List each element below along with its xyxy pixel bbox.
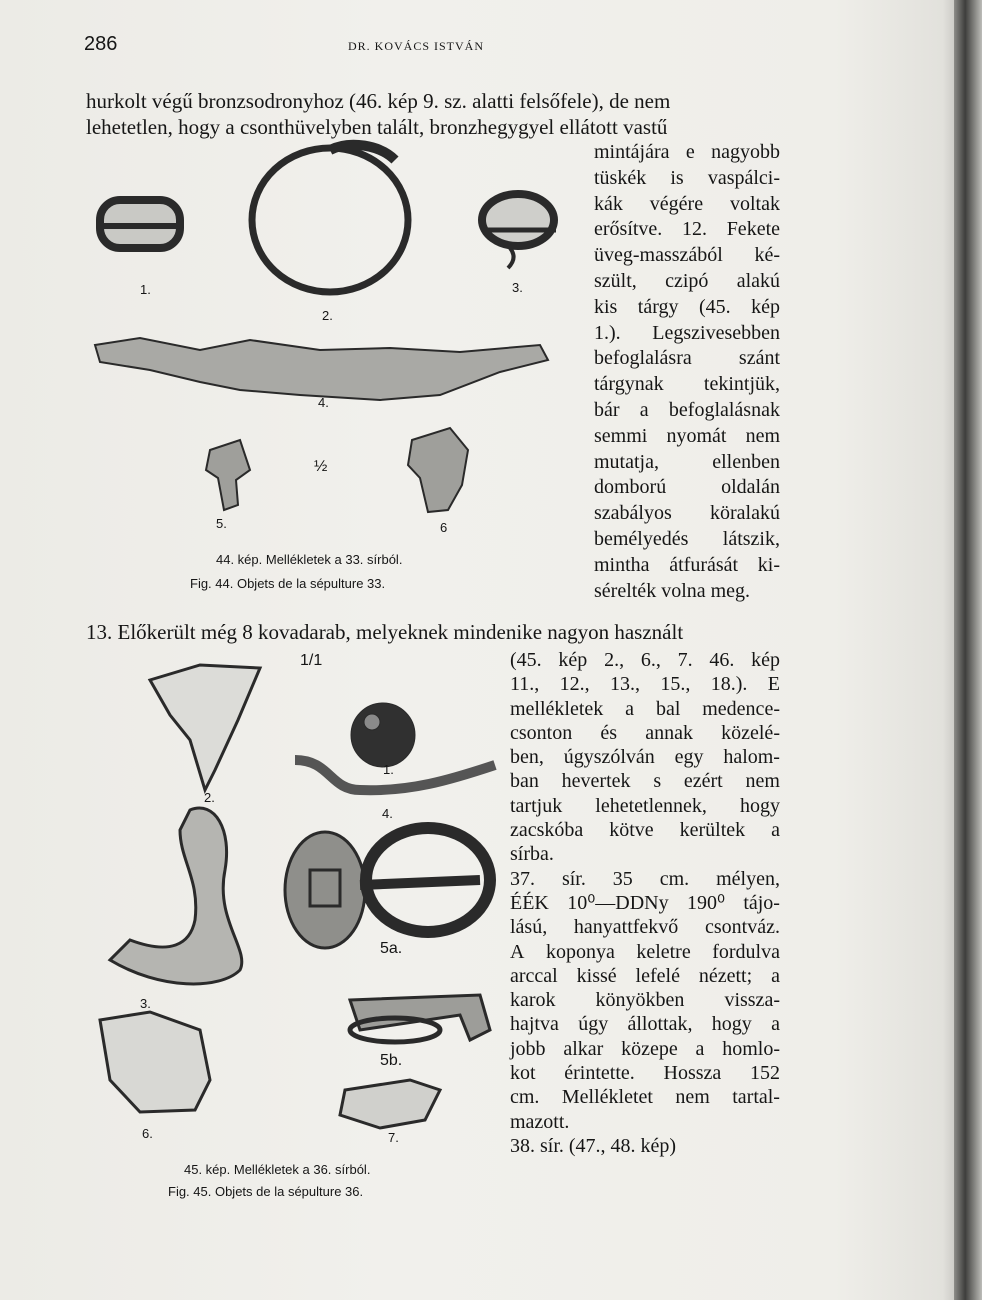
fig45-caption-hu: 45. kép. Mellékletek a 36. sírból. bbox=[184, 1162, 371, 1177]
text-line: (45. kép 2., 6., 7. 46. kép bbox=[510, 649, 780, 671]
text-line: ÉÉK 10⁰—DDNy 190⁰ tájo- bbox=[510, 891, 780, 914]
text-line: domború oldalán bbox=[594, 476, 780, 499]
text-line: erősítve. 12. Fekete bbox=[594, 218, 780, 241]
fig45-caption-fr: Fig. 45. Objets de la sépulture 36. bbox=[168, 1184, 364, 1199]
fig44-caption-fr: Fig. 44. Objets de la sépulture 33. bbox=[190, 576, 386, 591]
fig44-item4-blade bbox=[95, 338, 548, 400]
page-number: 286 bbox=[84, 33, 118, 55]
text-line: cm. Mellékletet nem tartal- bbox=[510, 1086, 780, 1109]
paragraph-13-first-line: 13. Előkerült még 8 kovadarab, melyeknek mindenike nagyon használt bbox=[86, 620, 684, 644]
fig45-item7-flint bbox=[340, 1080, 440, 1128]
fig44-item2-ring bbox=[252, 148, 408, 292]
text-line: zacskóba kötve kerültek a bbox=[510, 819, 780, 842]
text-line: mutatja, ellenben bbox=[594, 450, 780, 473]
text-line: karok könyökben vissza- bbox=[510, 989, 780, 1012]
text-line: semmi nyomát nem bbox=[594, 424, 780, 447]
text-line: ban hevertek s ezért nem bbox=[510, 770, 780, 793]
fig45-label-2: 2. bbox=[204, 790, 215, 805]
fig45-item1-bead bbox=[351, 703, 415, 767]
fig45-item5b-buckle bbox=[350, 995, 490, 1042]
text-line: 1.). Legszivesebben bbox=[594, 321, 780, 344]
text-line: lású, hanyattfekvő csontváz. bbox=[510, 916, 780, 939]
text-line: csonton és annak közelé- bbox=[510, 721, 780, 744]
text-line: kák végére voltak bbox=[594, 192, 780, 215]
fig45-item5a-buckle bbox=[285, 828, 490, 948]
text-line: mellékletek a bal medence- bbox=[510, 697, 780, 720]
fig45-item3-curved-iron bbox=[110, 808, 242, 984]
fig44-item6-fragment bbox=[408, 428, 468, 512]
text-line: sérelték volna meg. bbox=[594, 579, 751, 602]
text-line: tárgynak tekintjük, bbox=[594, 373, 780, 396]
text-line: bemélyedés látszik, bbox=[594, 527, 780, 550]
text-line: mintha átfurását ki- bbox=[594, 553, 780, 576]
text-line: befoglalásra szánt bbox=[594, 347, 780, 370]
fig44-label-6: 6 bbox=[440, 520, 448, 535]
text-line: mazott. bbox=[510, 1110, 570, 1133]
fig44-item3-buckle bbox=[482, 194, 556, 268]
fig45-label-6: 6. bbox=[142, 1126, 153, 1141]
fig44-label-scale: ½ bbox=[314, 458, 328, 475]
text-line: A koponya keletre fordulva bbox=[510, 940, 780, 963]
text-line: szült, czipó alakú bbox=[594, 269, 780, 292]
text-line: 37. sír. 35 cm. mélyen, bbox=[510, 867, 780, 890]
running-header-author: DR. KOVÁCS ISTVÁN bbox=[348, 39, 485, 53]
fig45-label-4: 4. bbox=[382, 806, 393, 821]
text-line: kis tárgy (45. kép bbox=[594, 295, 780, 318]
fig45-label-5b: 5b. bbox=[380, 1052, 403, 1069]
fig45-label-5a: 5a. bbox=[380, 940, 403, 957]
fig44-item1-buckle bbox=[98, 200, 183, 248]
text-line: tüskék is vaspálci- bbox=[594, 166, 780, 189]
text-line: arccal kissé lefelé nézett; a bbox=[510, 964, 780, 987]
intro-line-1: hurkolt végű bronzsodronyhoz (46. kép 9. sz. alatti felsőfele), de nem bbox=[86, 89, 671, 113]
text-line: 11., 12., 13., 15., 18.). E bbox=[510, 673, 780, 696]
text-line: tartjuk lehetetlennek, hogy bbox=[510, 794, 780, 817]
fig44-caption-hu: 44. kép. Mellékletek a 33. sírból. bbox=[216, 552, 403, 567]
text-line: kot érintette. Hossza 152 bbox=[510, 1062, 780, 1085]
fig44-label-1: 1. bbox=[140, 282, 151, 297]
text-line: ben, úgyszólván egy halom- bbox=[510, 746, 780, 769]
text-line: üveg-masszából ké- bbox=[594, 244, 780, 267]
text-line: 38. sír. (47., 48. kép) bbox=[510, 1134, 677, 1157]
fig44-label-4: 4. bbox=[318, 395, 329, 410]
intro-line-2: lehetetlen, hogy a csonthüvelyben talált, bronzhegygyel ellátott vastű bbox=[86, 115, 668, 139]
fig44-label-5: 5. bbox=[216, 516, 227, 531]
fig45-label-3: 3. bbox=[140, 996, 151, 1011]
text-line: hajtva úgy állottak, hogy a bbox=[510, 1013, 780, 1036]
fig45-item6-flint bbox=[100, 1012, 210, 1112]
text-line: bár a befoglalásnak bbox=[594, 398, 780, 421]
text-line: mintájára e nagyobb bbox=[594, 141, 780, 163]
fig44-item5-fragment bbox=[206, 440, 250, 510]
fig45-label-scale: 1/1 bbox=[300, 652, 323, 669]
fig44-label-3: 3. bbox=[512, 280, 523, 295]
text-line: szabályos köralakú bbox=[594, 502, 780, 525]
text-line: sírba. bbox=[510, 843, 554, 866]
text-line: jobb alkar közepe a homlo- bbox=[510, 1037, 780, 1060]
fig45-item2-flint bbox=[150, 665, 260, 790]
fig45-label-1: 1. bbox=[383, 762, 394, 777]
fig45-label-7: 7. bbox=[388, 1130, 399, 1145]
fig44-label-2: 2. bbox=[322, 308, 333, 323]
